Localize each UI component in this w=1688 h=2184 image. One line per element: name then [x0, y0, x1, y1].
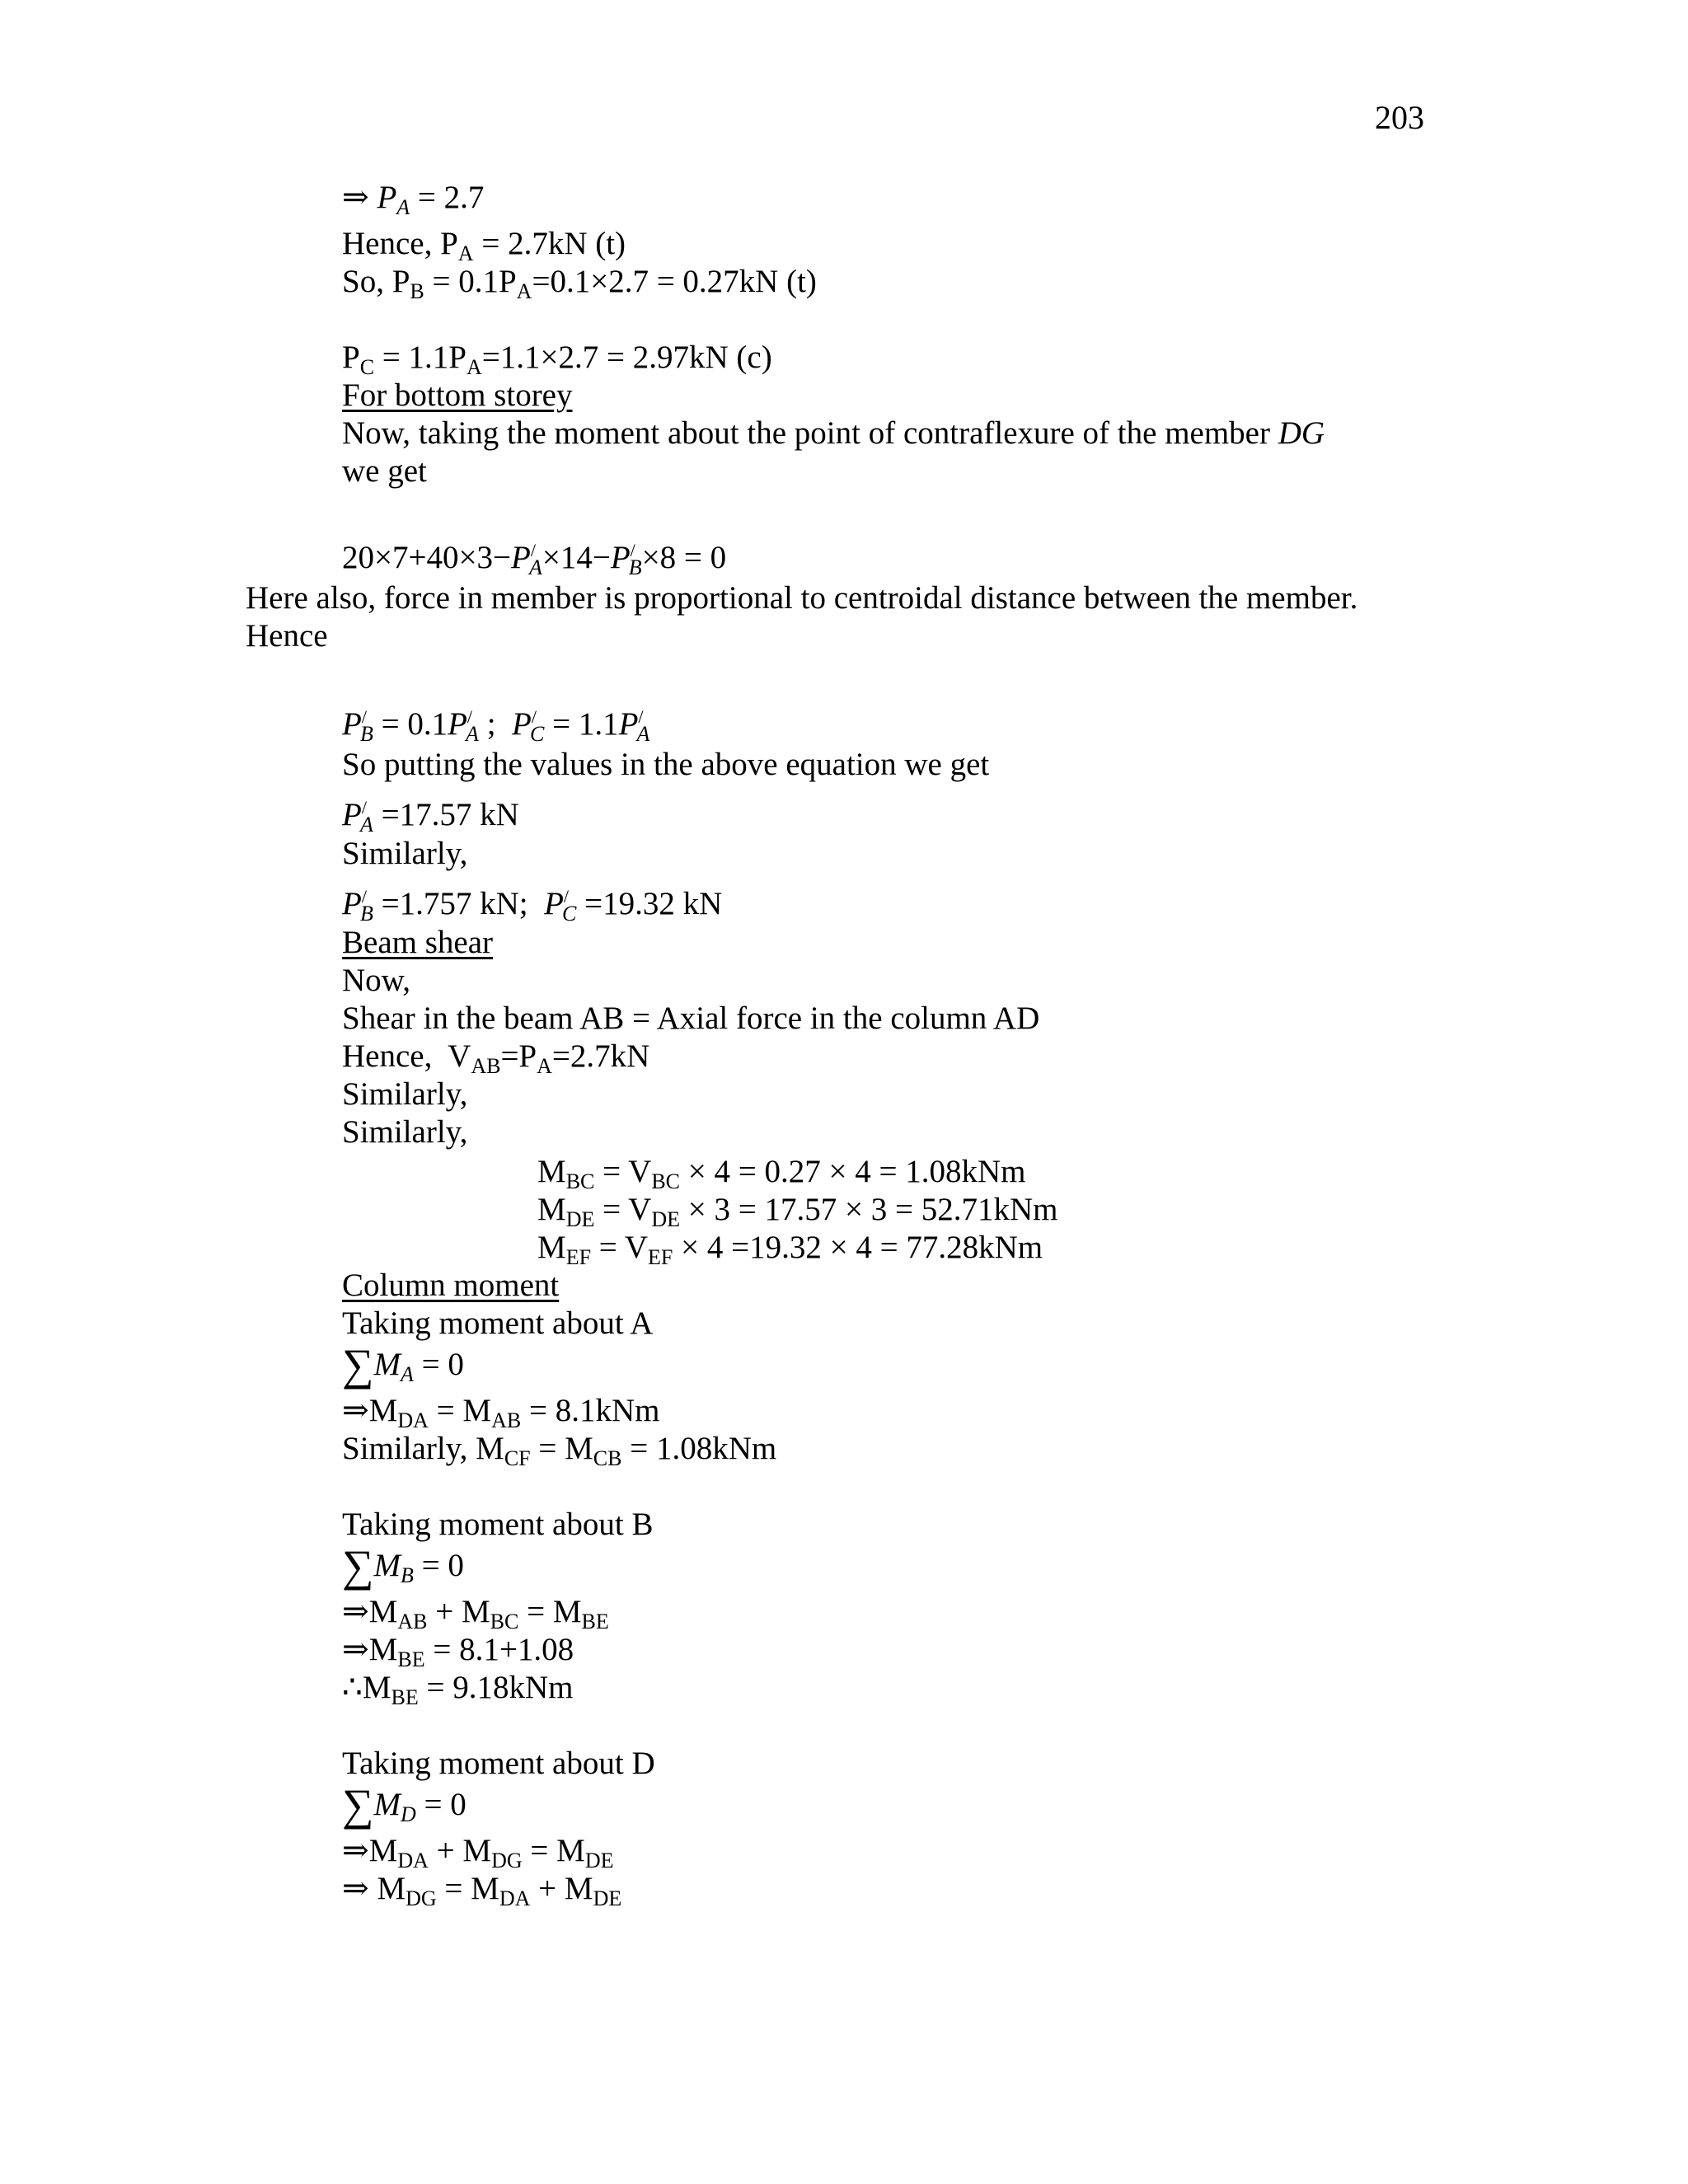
text-line-11: $P^/_B = 0.1P^/_A$ ; $P^/_C = 1.1P^/_A$ [342, 706, 650, 746]
text-line-24: $M_{EF} = V_{EF} \times 4 =19.32 \times 4 = 77.28kNm$ [537, 1230, 1043, 1269]
text-line-16: Beam shear [342, 925, 494, 960]
text-line-12: So putting the values in the above equation we get [342, 747, 990, 782]
text-line-35: Taking moment about D [342, 1746, 655, 1781]
text-line-37: $\Rightarrow M_{DA} + M_{DG} = M_{DE}$ [342, 1833, 614, 1872]
text-line-18: Shear in the beam AB = Axial force in the column AD [342, 1001, 1040, 1036]
text-line-7: we get [342, 453, 427, 489]
text-line-34: $\therefore M_{BE} = 9.18kNm$ [342, 1670, 574, 1709]
text-line-36: $\sum M_D = 0$ [342, 1780, 467, 1830]
text-line-9: Here also, force in member is proportional to centroidal distance between the member. [246, 580, 1358, 616]
text-line-22: $M_{BC} = V_{BC} \times 4 = 0.27 \times 4 = 1.08kNm$ [537, 1154, 1026, 1193]
text-line-19: Hence, $V_{AB}=P_A=2.7kN$ [342, 1038, 650, 1078]
text-line-33: $\Rightarrow M_{BE} = 8.1+1.08$ [342, 1632, 574, 1671]
text-line-15: $P^/_B =1.757$ kN; $P^/_C =19.32$ kN [342, 886, 723, 926]
text-line-28: $\Rightarrow M_{DA} = M_{AB} = 8.1kNm$ [342, 1393, 660, 1432]
text-line-17: Now, [342, 963, 411, 998]
text-line-30: Taking moment about B [342, 1507, 654, 1542]
text-line-25: Column moment [342, 1268, 560, 1303]
text-line-29: Similarly, $M_{CF} = M_{CB} = 1.08kNm$ [342, 1431, 777, 1470]
text-line-4: $P_C = 1.1P_A=1.1\times 2.7 = 2.97kN$ (c) [342, 340, 772, 379]
text-line-13: $P^/_A =17.57$ kN [342, 797, 519, 837]
text-line-2: Hence, $P_A = 2.7kN$ (t) [342, 226, 626, 265]
text-line-38: ⇒ $M_{DG} = M_{DA} + M_{DE}$ [342, 1871, 622, 1910]
text-line-5: For bottom storey [342, 377, 573, 413]
text-line-14: Similarly, [342, 836, 468, 871]
text-line-10: Hence [246, 618, 328, 654]
page-number: 203 [1375, 99, 1424, 136]
text-line-27: $\sum M_A = 0$ [342, 1340, 464, 1390]
text-line-26: Taking moment about A [342, 1305, 654, 1341]
text-line-8: $20\times 7+40\times 3-P^/_A\times 14-P^/_B\times 8 = 0$ [342, 540, 727, 579]
text-line-23: $M_{DE} = V_{DE} \times 3 = 17.57 \times 3 = 52.71kNm$ [537, 1192, 1058, 1231]
text-line-6: Now, taking the moment about the point of contraflexure of the member DG [342, 415, 1325, 451]
text-line-3: So, $P_B = 0.1P_A=0.1\times 2.7 = 0.27kN$ (t) [342, 264, 817, 303]
text-line-31: $\sum M_B = 0$ [342, 1541, 464, 1591]
text-line-20: Similarly, [342, 1076, 468, 1112]
text-line-1: ⇒ $P_A = 2.7$ [342, 180, 485, 219]
text-line-32: $\Rightarrow M_{AB} + M_{BC} = M_{BE}$ [342, 1594, 609, 1633]
text-line-21: Similarly, [342, 1114, 468, 1150]
